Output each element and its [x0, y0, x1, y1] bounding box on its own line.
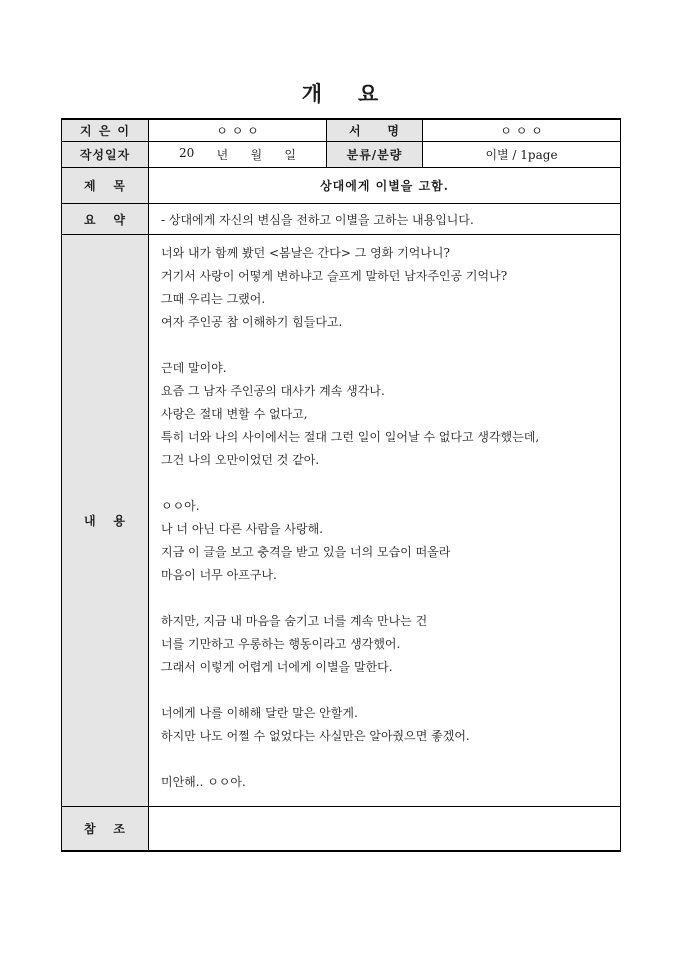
subject-row — [62, 168, 621, 204]
content-line: 근데 말이야. — [161, 361, 227, 375]
date-month-unit: 월 — [250, 148, 263, 162]
content-line: ㅇㅇ아. — [161, 499, 200, 513]
subject-value: 상대에게 이별을 고함. — [149, 168, 621, 204]
category-label: 분류/분량 — [327, 142, 423, 168]
reference-value — [149, 807, 621, 852]
content-line: 그건 나의 오만이었던 것 같아. — [161, 453, 320, 467]
content-line: 하지만 나도 어쩔 수 없었다는 사실만은 알아줬으면 좋겠어. — [161, 729, 470, 743]
content-line: 거기서 사랑이 어떻게 변하냐고 슬프게 말하던 남자주인공 기억나? — [161, 269, 508, 283]
content-line: 사랑은 절대 변할 수 없다고, — [161, 407, 308, 421]
author-label: 지 은 이 — [62, 119, 149, 142]
summary-row — [62, 204, 621, 235]
date-day-unit: 일 — [284, 148, 296, 162]
content-line: 너를 기만하고 우롱하는 행동이라고 생각했어. — [161, 637, 401, 651]
title-char-2: 요 — [358, 81, 379, 106]
date-label: 작성일자 — [62, 142, 149, 168]
content-line: 그래서 이렇게 어렵게 너에게 이별을 말한다. — [161, 660, 393, 674]
signature-label: 서 명 — [327, 119, 423, 142]
document-title — [0, 78, 680, 108]
date-year-unit: 년 — [216, 148, 229, 162]
content-line: 여자 주인공 참 이해하기 힘들다고. — [161, 315, 343, 329]
author-value: ㅇ ㅇ ㅇ — [149, 119, 327, 142]
content-line: 지금 이 글을 보고 충격을 받고 있을 너의 모습이 떠올라 — [161, 545, 451, 559]
summary-value: - 상대에게 자신의 변심을 전하고 이별을 고하는 내용입니다. — [149, 204, 621, 235]
category-value: 이별 / 1page — [423, 142, 621, 168]
content-line: 그때 우리는 그랬어. — [161, 292, 266, 306]
author-row — [62, 119, 621, 142]
content-label: 내 용 — [62, 235, 149, 807]
content-blank-line — [161, 679, 620, 702]
content-line: 요즘 그 남자 주인공의 대사가 계속 생각나. — [161, 384, 385, 398]
content-line: 마음이 너무 아프구나. — [161, 568, 277, 582]
overview-form-table — [61, 118, 621, 852]
content-line: 나 너 아닌 다른 사람을 사랑해. — [161, 522, 323, 536]
date-row — [62, 142, 621, 168]
signature-value: ㅇ ㅇ ㅇ — [423, 119, 621, 142]
date-year: 20 — [179, 146, 195, 160]
content-row — [62, 235, 621, 807]
content-blank-line — [161, 748, 620, 771]
content-body — [149, 235, 621, 807]
content-line: 하지만, 지금 내 마음을 숨기고 너를 계속 만나는 건 — [161, 614, 428, 628]
content-line: 특히 너와 나의 사이에서는 절대 그런 일이 일어날 수 없다고 생각했는데, — [161, 430, 540, 444]
date-value — [149, 142, 327, 168]
content-line: 너에게 나를 이해해 달란 말은 안할게. — [161, 706, 358, 720]
reference-row — [62, 807, 621, 852]
title-char-1: 개 — [301, 81, 322, 106]
content-blank-line — [161, 472, 620, 495]
reference-label: 참 조 — [62, 807, 149, 852]
content-blank-line — [161, 334, 620, 357]
content-line: 너와 내가 함께 봤던 <봄날은 간다> 그 영화 기억나니? — [161, 246, 450, 260]
summary-label: 요 약 — [62, 204, 149, 235]
content-blank-line — [161, 587, 620, 610]
content-line: 미안해.. ㅇㅇ아. — [161, 775, 246, 789]
subject-label: 제 목 — [62, 168, 149, 204]
